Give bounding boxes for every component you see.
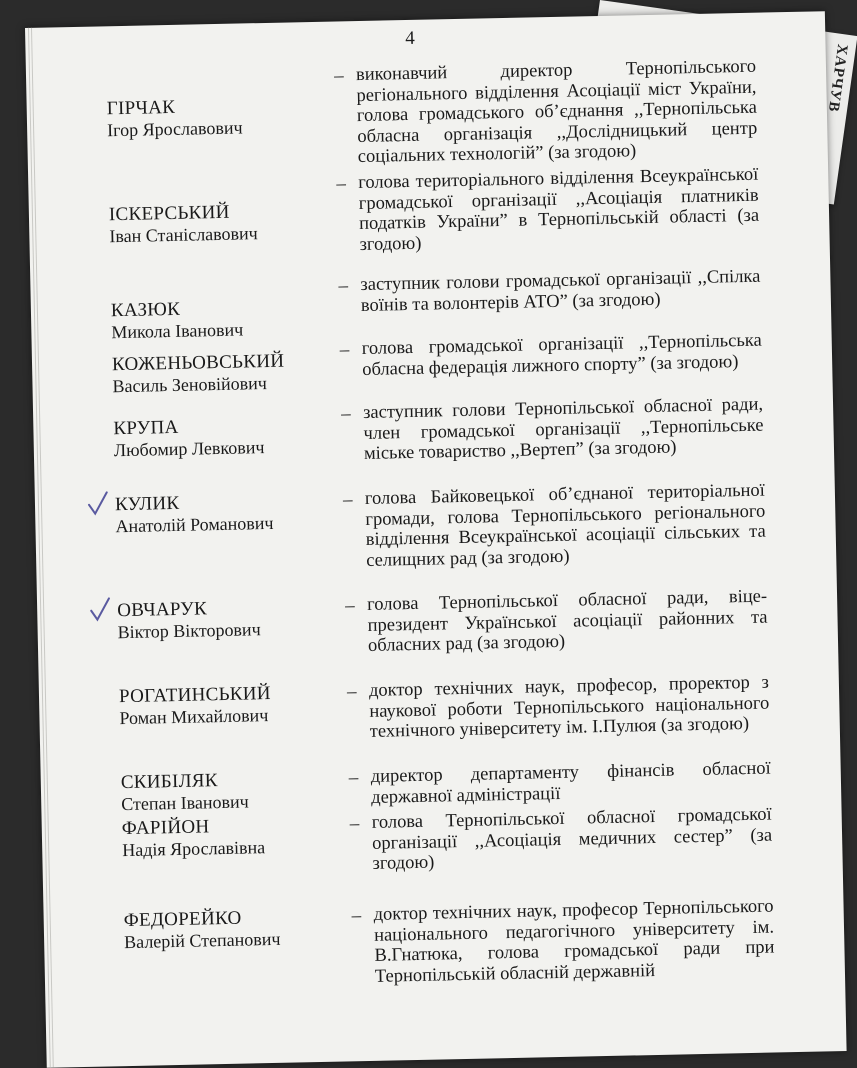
member-surname: ІСКЕРСЬКИЙ <box>108 201 230 226</box>
member-entry <box>26 56 806 168</box>
member-given-names: Василь Зеновійович <box>112 373 267 397</box>
member-description: голова Тернопільської обласної громадської організації ,,Асоціація медичних сестер” (за згодою) <box>371 804 773 874</box>
member-surname: ОВЧАРУК <box>117 598 208 622</box>
member-entry <box>35 480 815 571</box>
member-surname: СКИБІЛЯК <box>120 770 218 794</box>
member-surname: ФАРІЙОН <box>121 816 210 840</box>
dash-separator: – <box>339 339 350 361</box>
member-surname: ФЕДОРЕЙКО <box>123 907 242 932</box>
dash-separator: – <box>342 489 353 511</box>
member-description: доктор технічних наук, професор Тернопільського національного педагогічного університету ім. В.Гнатюка, голова громадської ради при Тернопільській обласній державній <box>373 896 775 987</box>
dash-separator: – <box>349 813 360 835</box>
member-given-names: Анатолій Романович <box>115 512 274 537</box>
member-description: директор департаменту фінансів обласної державної адміністрації <box>370 758 771 808</box>
member-surname: РОГАТИНСЬКИЙ <box>118 682 272 708</box>
dash-separator: – <box>338 275 349 297</box>
member-entry <box>37 586 817 656</box>
member-entry <box>44 895 824 987</box>
member-given-names: Роман Михайлович <box>119 705 269 729</box>
member-description: голова громадської організації ,,Тернопільська обласна федерація лижного спорту” (за згодою) <box>361 330 762 380</box>
member-given-names: Валерій Степанович <box>123 928 281 953</box>
member-description: голова Байковецької об’єднаної територіальної громади, голова Тернопільського регіонального відділення Всеукраїнської асоціації сільських та селищних рад (за згодою) <box>364 480 766 571</box>
page-number: 4 <box>405 27 416 50</box>
checkmark-icon <box>87 490 110 516</box>
page-edge <box>28 28 51 1068</box>
member-surname: ГІРЧАК <box>106 96 176 120</box>
dash-separator: – <box>336 173 347 195</box>
member-given-names: Іван Станіславович <box>109 223 258 247</box>
document-page <box>25 11 847 1068</box>
dash-separator: – <box>351 905 362 927</box>
page-edge <box>31 28 54 1068</box>
member-description: голова територіального відділення Всеукраїнської громадської організації ,,Асоціація платників податків України” в Тернопільській області (за згодою) <box>358 164 760 255</box>
member-surname: КОЖЕНЬОВСЬКИЙ <box>111 350 285 376</box>
member-given-names: Ігор Ярославович <box>106 117 243 141</box>
member-surname: КУЛИК <box>114 492 180 516</box>
member-given-names: Микола Іванович <box>111 319 244 343</box>
member-description: заступник голови Тернопільської обласної ради, член громадської організації ,,Тернопільське міське товариство ,,Вертеп” (за згодою) <box>362 394 764 464</box>
dash-separator: – <box>340 403 351 425</box>
checkmark-icon <box>89 596 112 622</box>
member-surname: КРУПА <box>113 416 179 440</box>
member-given-names: Надія Ярославівна <box>122 837 266 861</box>
member-given-names: Степан Іванович <box>121 791 249 815</box>
background-sheet-title: ХАРЧУВ <box>824 43 851 114</box>
member-given-names: Віктор Вікторович <box>117 619 261 643</box>
member-given-names: Любомир Левкович <box>113 437 265 461</box>
dash-separator: – <box>344 595 355 617</box>
member-description: доктор технічних наук, професор, проректор з наукової роботи Тернопільського національного технічного університету ім. І.Пулюя (за згодою) <box>368 672 770 742</box>
member-entry <box>41 758 821 815</box>
member-description: голова Тернопільської обласної ради, віце-президент Української асоціації районних та обласних рад (за згодою) <box>366 586 768 656</box>
dash-separator: – <box>333 65 344 87</box>
member-entry <box>39 672 819 742</box>
member-description: виконавчий директор Тернопільського регіонального відділення Асоціації міст України, голова громадського об’єднання ,,Тернопільська обласна організація ,,Дослідницький центр соціальних технологій” (за згодою) <box>355 56 758 168</box>
member-description: заступник голови громадської організації ,,Спілка воїнів та волонтерів АТО” (за згодою) <box>360 266 761 316</box>
dash-separator: – <box>346 681 357 703</box>
member-surname: КАЗЮК <box>110 298 181 322</box>
member-entry <box>30 266 810 343</box>
dash-separator: – <box>348 767 359 789</box>
